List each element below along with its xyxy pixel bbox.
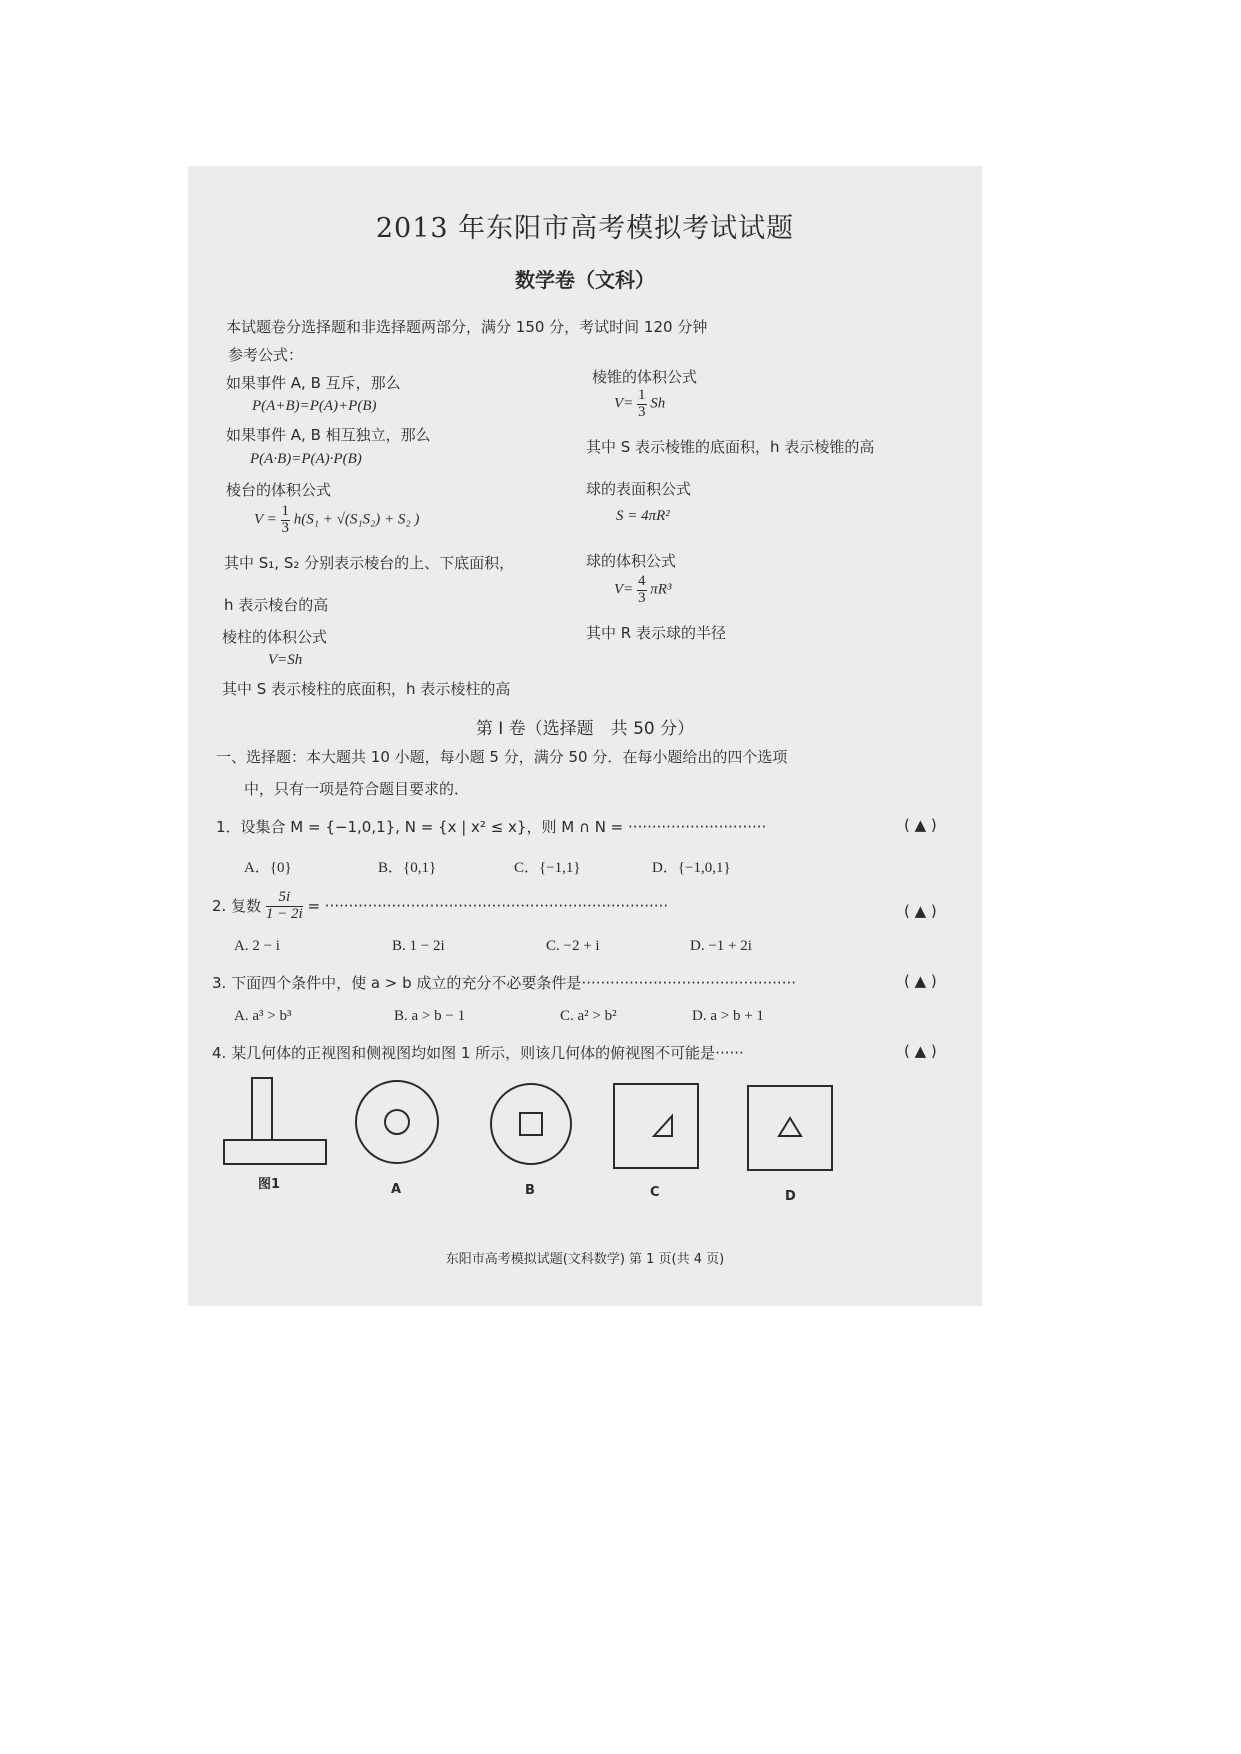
reference-label: 参考公式： [228, 346, 304, 364]
q3-stem-text: 3. 下面四个条件中，使 a > b 成立的充分不必要条件是 [212, 974, 582, 992]
sphere-frac-num: 4 [638, 573, 646, 589]
question-2-stem [212, 890, 668, 923]
formula-frustum-expr [254, 504, 419, 537]
q2-option-c: C. −2 + i [546, 938, 600, 954]
figure-d-label: D [785, 1189, 796, 1204]
question-2-answer-mark: ( ▲ ) [904, 902, 937, 920]
sphere-prefix: V= [614, 581, 634, 598]
sphere-fraction [637, 574, 647, 607]
formula-mutex-expr: P(A+B)=P(A)+P(B) [252, 398, 377, 414]
section-heading: 第 I 卷（选择题 共 50 分） [475, 719, 695, 739]
formula-prism-expr: V=Sh [268, 652, 303, 668]
pyramid-note: 其中 S 表示棱锥的底面积，h 表示棱锥的高 [586, 438, 875, 456]
figure-a-circles [356, 1081, 438, 1163]
formula-independent-label: 如果事件 A, B 相互独立，那么 [226, 426, 431, 444]
formula-sphere-volume-expr [614, 574, 671, 607]
q3-option-a: A. a³ > b³ [234, 1008, 292, 1024]
formula-frustum-label: 棱台的体积公式 [226, 481, 332, 499]
pyramid-fraction [637, 388, 647, 421]
q2-frac-den: 1 − 2i [265, 905, 303, 922]
question-1-answer-mark: ( ▲ ) [904, 816, 937, 834]
question-3-stem [212, 972, 796, 993]
q1-option-d: D．{−1,0,1} [652, 860, 731, 876]
figure-c-square-right-triangle [614, 1084, 698, 1168]
frustum-frac-den: 3 [281, 519, 290, 536]
question-1-stem [216, 816, 766, 837]
pyramid-rest: Sh [650, 395, 666, 412]
formula-independent-expr: P(A·B)=P(A)·P(B) [250, 451, 362, 467]
q2-dots: ········································································ [324, 896, 669, 915]
figure-d-square-triangle [748, 1086, 832, 1170]
prism-note: 其中 S 表示棱柱的底面积，h 表示棱柱的高 [222, 680, 511, 698]
q4-stem-text: 4. 某几何体的正视图和侧视图均如图 1 所示，则该几何体的俯视图不可能是 [212, 1044, 716, 1062]
q1-stem-text: 1．设集合 M = {−1,0,1}, N = {x | x² ≤ x}，则 M ∩ N = [216, 818, 629, 836]
figure-1-front-view [224, 1078, 326, 1164]
figure-b-circle-square [491, 1084, 571, 1164]
pyramid-prefix: V= [614, 395, 634, 412]
figures [188, 1066, 982, 1226]
figure-a-label: A [391, 1182, 402, 1197]
q2-stem-prefix: 2. 复数 [212, 896, 262, 915]
question-3-answer-mark: ( ▲ ) [904, 972, 937, 990]
frustum-rest: h(S₁ + √(S₁S₂) + S₂ ) [293, 511, 420, 528]
sphere-note: 其中 R 表示球的半径 [586, 624, 726, 642]
section-instructions-2: 中，只有一项是符合题目要求的． [244, 780, 470, 798]
formula-sphere-volume-label: 球的体积公式 [586, 552, 677, 570]
figure-1-label: 图1 [258, 1177, 281, 1192]
intro-text: 本试题卷分选择题和非选择题两部分，满分 150 分，考试时间 120 分钟 [226, 318, 708, 336]
q1-option-c: C．{−1,1} [514, 860, 581, 876]
frustum-note-2: h 表示棱台的高 [224, 596, 329, 614]
q1-dots: ····························· [628, 818, 767, 836]
frustum-prefix: V = [254, 511, 277, 528]
q1-option-a: A．{0} [244, 860, 292, 876]
sphere-rest: πR³ [650, 581, 672, 598]
formula-mutex-label: 如果事件 A, B 互斥，那么 [226, 374, 401, 392]
q2-option-b: B. 1 − 2i [392, 938, 445, 954]
q2-fraction [266, 890, 303, 923]
q2-option-d: D. −1 + 2i [690, 938, 752, 954]
question-4-stem [212, 1042, 744, 1063]
q3-dots: ············································· [581, 974, 797, 992]
sphere-frac-den: 3 [638, 589, 646, 606]
figure-b-label: B [525, 1183, 535, 1198]
page-footer: 东阳市高考模拟试题(文科数学) 第 1 页(共 4 页) [445, 1252, 725, 1267]
page-subtitle: 数学卷（文科） [515, 268, 655, 292]
figure-c-label: C [650, 1185, 660, 1200]
q3-option-d: D. a > b + 1 [692, 1008, 764, 1024]
page-title: 2013 年东阳市高考模拟考试试题 [375, 213, 795, 244]
pyramid-frac-den: 3 [638, 403, 646, 420]
q1-option-b: B．{0,1} [378, 860, 437, 876]
formula-pyramid-expr [614, 388, 665, 421]
question-4-answer-mark: ( ▲ ) [904, 1042, 937, 1060]
frustum-fraction [281, 504, 291, 537]
frustum-frac-num: 1 [281, 503, 290, 519]
formula-sphere-area-label: 球的表面积公式 [586, 480, 692, 498]
q3-option-b: B. a > b − 1 [394, 1008, 466, 1024]
frustum-note-1: 其中 S₁, S₂ 分别表示棱台的上、下底面积， [224, 554, 515, 572]
scanned-page [188, 166, 982, 1306]
section-instructions-1: 一、选择题：本大题共 10 小题，每小题 5 分，满分 50 分．在每小题给出的四个选项 [216, 748, 788, 766]
formula-prism-label: 棱柱的体积公式 [222, 628, 328, 646]
q3-option-c: C. a² > b² [560, 1008, 617, 1024]
pyramid-frac-num: 1 [638, 387, 646, 403]
q2-frac-num: 5i [266, 890, 303, 907]
formula-pyramid-label: 棱锥的体积公式 [592, 368, 698, 386]
q2-stem-suffix: = [302, 896, 325, 915]
formula-sphere-area-expr: S = 4πR² [616, 508, 670, 524]
q2-option-a: A. 2 − i [234, 938, 280, 954]
q4-dots: ······ [715, 1044, 744, 1062]
